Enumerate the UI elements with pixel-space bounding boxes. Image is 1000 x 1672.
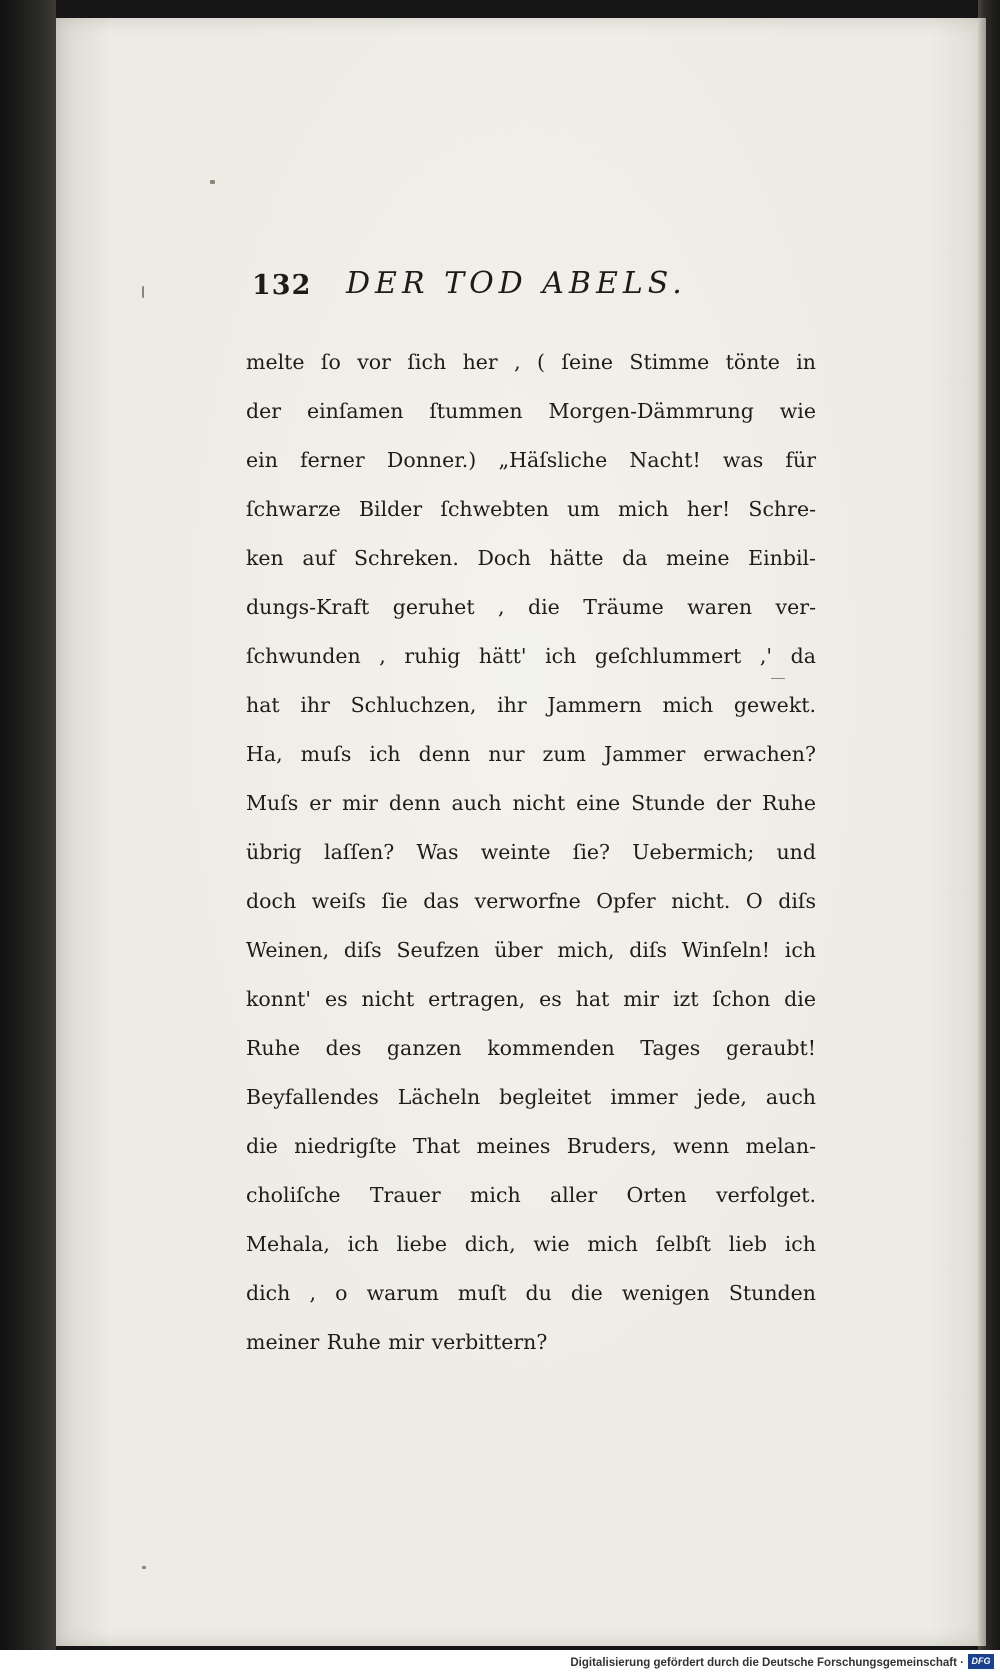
text-line: Weinen, diſs Seufzen über mich, diſs Winſeln! ich — [246, 938, 816, 962]
text-line: dungs-Kraft geruhet , die Träume waren ver- — [246, 595, 816, 619]
text-line: choliſche Trauer mich aller Orten verfolget. — [246, 1183, 816, 1207]
text-line: Ha, muſs ich denn nur zum Jammer erwachen? — [246, 742, 816, 766]
text-line: meiner Ruhe mir verbittern? — [246, 1330, 548, 1354]
page-number: 132 — [252, 270, 312, 301]
body-text — [246, 338, 816, 1367]
text-line: Mehala, ich liebe dich, wie mich ſelbſt lieb ich — [246, 1232, 816, 1256]
text-line: dich , o warum muſt du die wenigen Stunden — [246, 1281, 816, 1305]
text-line: doch weiſs ſie das verworfne Opfer nicht. O diſs — [246, 889, 816, 913]
text-line: der einſamen ſtummen Morgen-Dämmrung wie — [246, 399, 816, 423]
paper-speck — [142, 286, 144, 298]
text-line: Muſs er mir denn auch nicht eine Stunde der Ruhe — [246, 791, 816, 815]
text-line: ſchwarze Bilder ſchwebten um mich her! Schre- — [246, 497, 816, 521]
funding-credit: Digitalisierung gefördert durch die Deutsche Forschungsgemeinschaft · — [570, 1657, 964, 1669]
text-line: Ruhe des ganzen kommenden Tages geraubt! — [246, 1036, 816, 1060]
page-fold-shadow — [978, 18, 986, 1646]
text-line: ein ferner Donner.) „Häſsliche Nacht! was für — [246, 448, 816, 472]
running-title: DER TOD ABELS. — [346, 266, 687, 301]
text-line: übrig laſſen? Was weinte ſie? Uebermich; und — [246, 840, 816, 864]
page-sheet — [56, 18, 986, 1646]
text-line: konnt' es nicht ertragen, es hat mir izt ſchon die — [246, 987, 816, 1011]
paper-speck — [210, 180, 215, 184]
text-line: die niedrigſte That meines Bruders, wenn melan- — [246, 1134, 816, 1158]
text-line: Beyfallendes Lächeln begleitet immer jede, auch — [246, 1085, 816, 1109]
book-binding-edge — [0, 0, 56, 1650]
paper-speck — [142, 1566, 146, 1569]
digitization-footer — [0, 1650, 1000, 1672]
text-line: ſchwunden , ruhig hätt' ich geſchlummert ,' da — [246, 644, 816, 668]
text-line: melte ſo vor ſich her , ( ſeine Stimme tönte in — [246, 350, 816, 374]
text-line: ken auf Schreken. Doch hätte da meine Einbil- — [246, 546, 816, 570]
text-line: hat ihr Schluchzen, ihr Jammern mich gewekt. — [246, 693, 816, 717]
running-head — [252, 266, 812, 306]
dfg-logo: DFG — [968, 1654, 994, 1669]
